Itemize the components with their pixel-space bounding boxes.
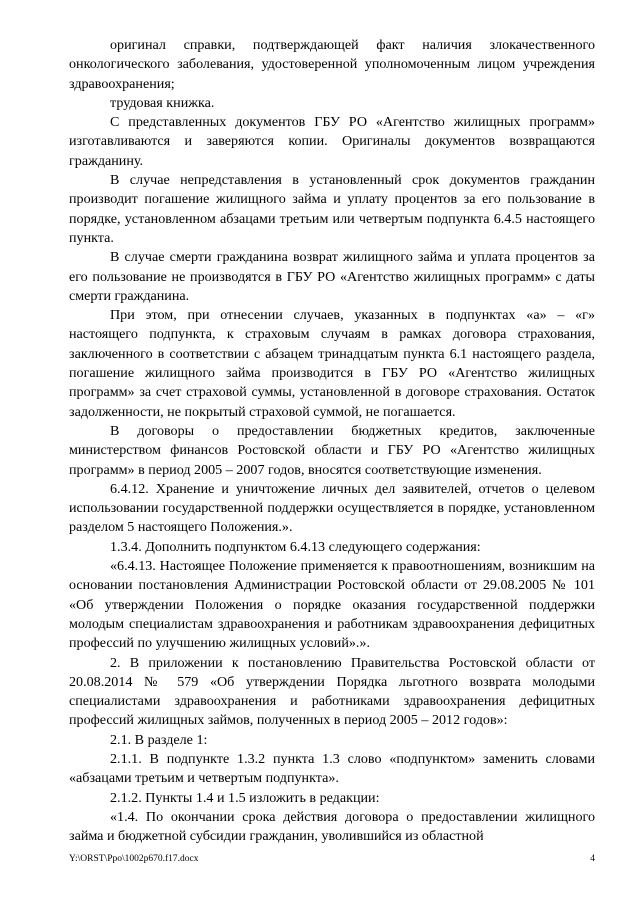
file-path: Y:\ORST\Ppo\1002p670.f17.docx — [69, 854, 199, 864]
paragraph-8: 6.4.12. Хранение и уничтожение личных дел заявителей, отчетов о целевом использовании государственной поддержки осуществляется в порядке, установленном разделом 5 настоящего Положения.». — [69, 480, 595, 536]
paragraph-7: В договоры о предоставлении бюджетных кредитов, заключенные министерством финансов Ростовской области и ГБУ РО «Агентство жилищных программ» в период 2005 – 2007 годов, вносятся соответствующие изменения. — [69, 422, 595, 478]
paragraph-6: При этом, при отнесении случаев, указанных в подпунктах «а» – «г» настоящего подпункта, к страховым случаям в рамках договора страхования, заключенного в соответствии с абзацем тринадцатым пункта 6.1 настоящего раздела, погашение жилищного займа производится в ГБУ РО «Агентство жилищных программ» за счет страховой суммы, установленной в договоре страхования. Остаток задолженности, не покрытый страховой суммой, не погашается. — [69, 307, 595, 420]
paragraph-14: 2.1.2. Пункты 1.4 и 1.5 изложить в редакции: — [110, 789, 380, 806]
document-body — [69, 36, 595, 846]
paragraph-13: 2.1.1. В подпункте 1.3.2 пункта 1.3 слово «подпунктом» заменить словами «абзацами третьим и четвертым подпункта». — [69, 750, 595, 787]
paragraph-15: «1.4. По окончании срока действия договора о предоставлении жилищного займа и бюджетной субсидии гражданин, уволившийся из областной — [69, 808, 595, 845]
paragraph-2: трудовая книжка. — [110, 94, 215, 111]
page-number: 4 — [590, 854, 595, 864]
paragraph-11: 2. В приложении к постановлению Правительства Ростовской области от 20.08.2014 № 579 «Об утверждении Порядка льготного возврата молодыми специалистами здравоохранения и работниками здравоохранения дефицитных профессий жилищных займов, полученных в период 2005 – 2012 годов»: — [69, 654, 595, 729]
paragraph-9: 1.3.4. Дополнить подпунктом 6.4.13 следующего содержания: — [110, 538, 481, 555]
page-footer — [69, 853, 595, 865]
paragraph-4: В случае непредставления в установленный срок документов гражданин производит погашение жилищного займа и уплату процентов за его пользование в порядке, установленном абзацами третьим или четвертым подпункта 6.4.5 настоящего пункта. — [69, 172, 595, 246]
paragraph-1: оригинал справки, подтверждающей факт наличия злокачественного онкологического заболевания, удостоверенной уполномоченным лицом учреждения здравоохранения; — [69, 37, 595, 92]
paragraph-10: «6.4.13. Настоящее Положение применяется к правоотношениям, возникшим на основании постановления Администрации Ростовской области от 29.08.2005 № 101 «Об утверждении Положения о порядке оказания государственной поддержки молодым специалистам здравоохранения и работникам здравоохранения дефицитных профессий по улучшению жилищных условий».». — [69, 558, 595, 652]
paragraph-5: В случае смерти гражданина возврат жилищного займа и уплата процентов за его пользование не производятся в ГБУ РО «Агентство жилищных программ» с даты смерти гражданина. — [69, 249, 595, 304]
paragraph-3: С представленных документов ГБУ РО «Агентство жилищных программ» изготавливаются и заверяются копии. Оригиналы документов возвращаются гражданину. — [69, 114, 595, 169]
paragraph-12: 2.1. В разделе 1: — [110, 731, 208, 748]
